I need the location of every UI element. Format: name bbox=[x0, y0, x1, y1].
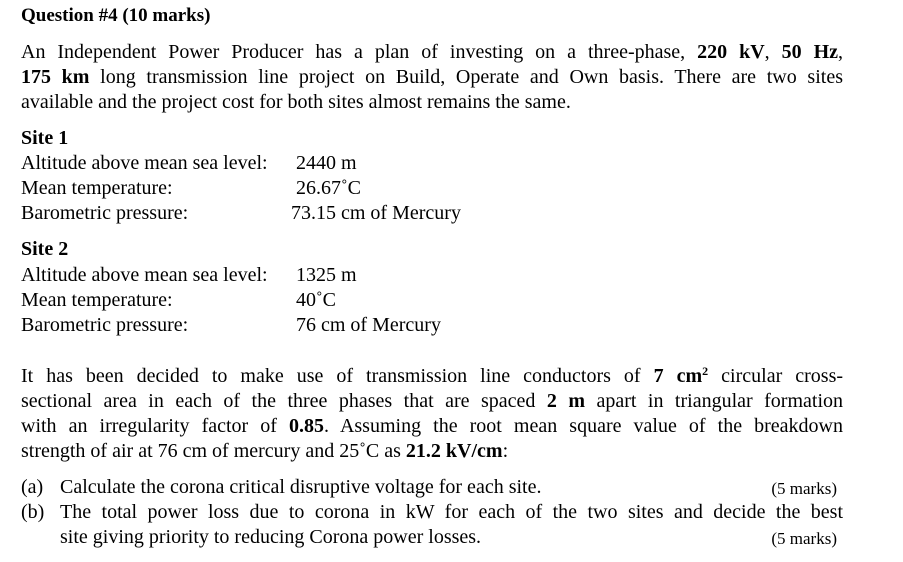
intro-paragraph bbox=[21, 40, 843, 115]
question-heading: Question #4 (10 marks) bbox=[21, 5, 211, 26]
conductor-line-4: strength of air at 76 cm of mercury and 25˚C as 21.2 kV/cm: bbox=[21, 440, 509, 462]
part-a-text: Calculate the corona critical disruptive voltage for each site. bbox=[60, 476, 542, 498]
site-2-title: Site 2 bbox=[21, 238, 69, 260]
intro-line-2: 175 km long transmission line project on Build, Operate and Own basis. There are two sites bbox=[21, 66, 843, 88]
conductor-line-1: It has been decided to make use of transmission line conductors of 7 $cm^2$ circular cross- bbox=[21, 364, 844, 387]
conductor-area: 7 $cm^2$ bbox=[653, 364, 709, 387]
frequency-rating: 50 Hz bbox=[781, 41, 839, 63]
conductor-spacing: 2 m bbox=[546, 390, 585, 412]
part-a-label: (a) bbox=[21, 476, 44, 498]
voltage-rating: 220 kV bbox=[697, 41, 765, 63]
part-b-text-line-1: The total power loss due to corona in kW for each of the two sites and decide the best bbox=[60, 501, 843, 523]
breakdown-strength: 21.2 kV/cm bbox=[405, 440, 503, 462]
conductor-line-3: with an irregularity factor of 0.85. Assuming the root mean square value of the breakdown bbox=[21, 415, 843, 437]
part-b-label: (b) bbox=[21, 501, 45, 523]
intro-line-1: An Independent Power Producer has a plan of investing on a three-phase, 220 kV, 50 Hz, bbox=[21, 41, 844, 63]
part-a-marks: (5 marks) bbox=[771, 479, 837, 498]
part-b-marks: (5 marks) bbox=[771, 529, 837, 548]
site-1-title: Site 1 bbox=[21, 127, 69, 149]
irregularity-factor: 0.85 bbox=[289, 415, 324, 437]
conductor-line-2: sectional area in each of the three phases that are spaced 2 m apart in triangular formation bbox=[21, 390, 843, 412]
part-b-text-line-2: site giving priority to reducing Corona power losses. bbox=[60, 526, 482, 548]
line-length: 175 km bbox=[21, 66, 90, 88]
conductor-paragraph bbox=[21, 364, 843, 464]
intro-line-3: available and the project cost for both sites almost remains the same. bbox=[21, 91, 571, 113]
